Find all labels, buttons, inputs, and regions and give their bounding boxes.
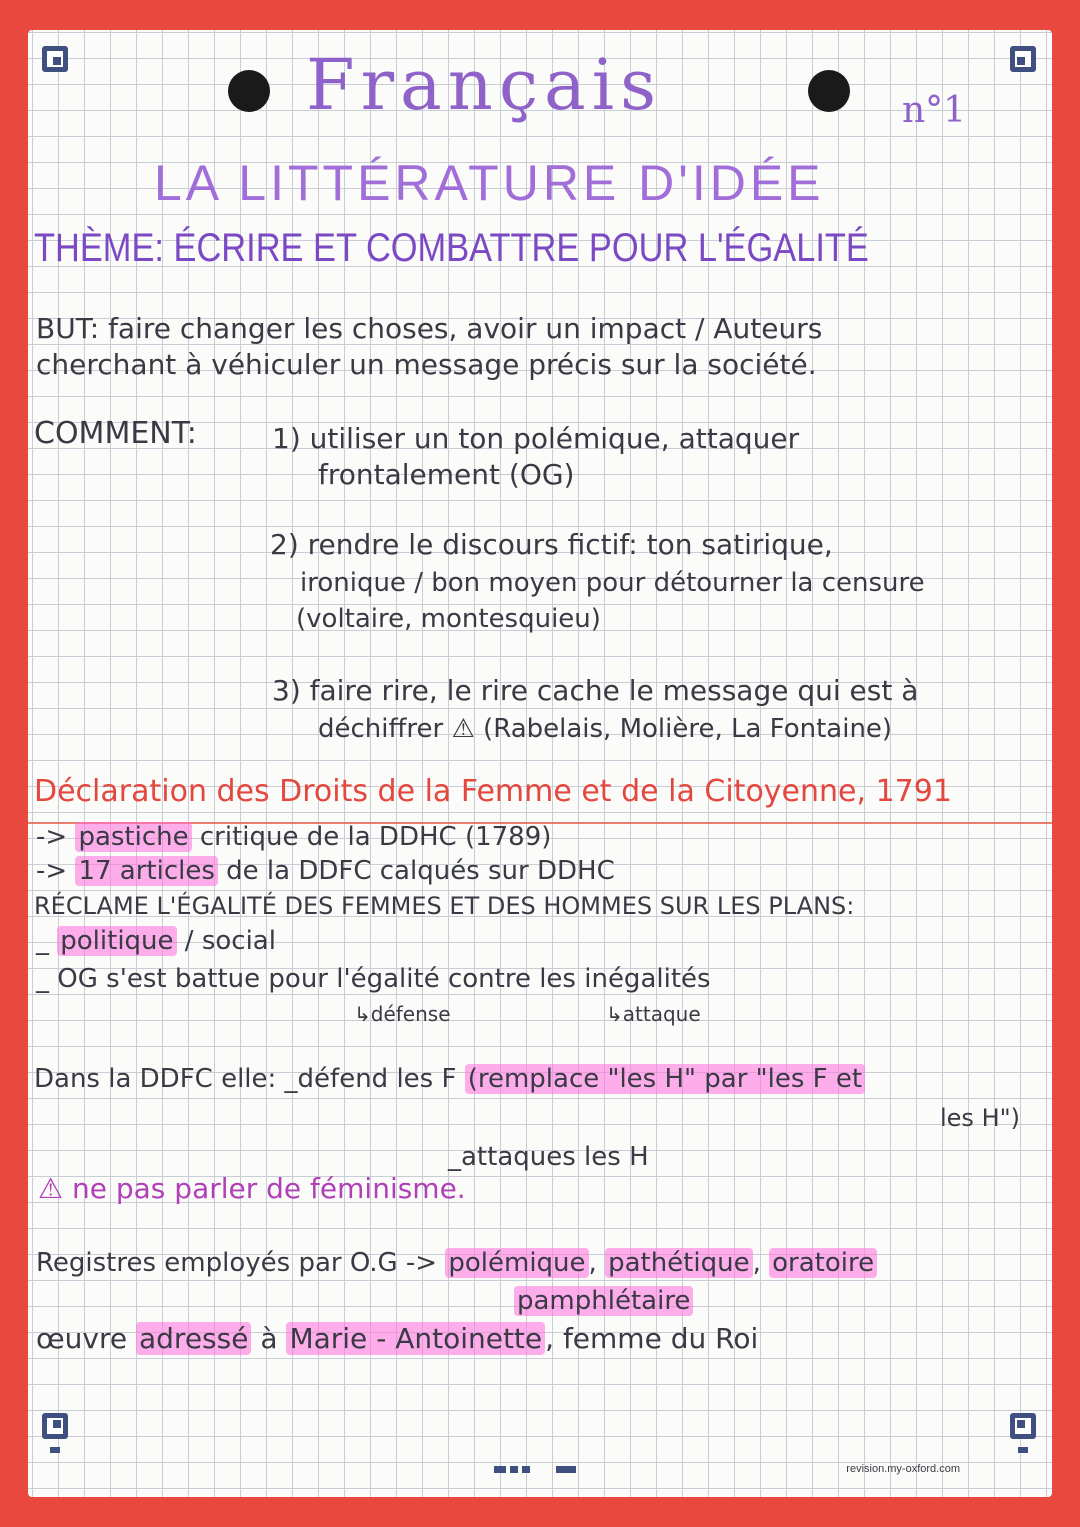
dans-ddfc-line: Dans la DDFC elle: _défend les F (remplace "les H" par "les F et [34,1064,865,1094]
comment-item-1-line-1: 1) utiliser un ton polémique, attaquer [272,422,800,455]
footer-bars-left [494,1458,534,1477]
ddfc-heading: Déclaration des Droits de la Femme et de la Citoyenne, 1791 [34,774,952,809]
corner-marker-top-left [42,46,68,72]
corner-tab-bottom-left [50,1447,60,1453]
articles-rest: de la DDFC calqués sur DDHC [226,856,615,886]
pastiche-highlight: pastiche [75,822,191,852]
articles-line [36,856,615,886]
dans-ddfc-end: les H") [940,1104,1021,1132]
but-line-2: cherchant à véhiculer un message précis sur la société. [36,348,817,381]
articles-highlight: 17 articles [75,856,217,886]
comment-label: COMMENT: [34,416,197,451]
warning-line: ⚠ ne pas parler de féminisme. [38,1172,466,1205]
comment-item-3-line-1: 3) faire rire, le rire cache le message qui est à [272,674,919,707]
comment-item-1-line-2: frontalement (OG) [318,458,575,491]
comment-item-3-line-2: déchiffrer ⚠ (Rabelais, Molière, La Fontaine) [318,714,893,744]
registre-polemique: polémique [445,1248,588,1278]
comment-item-2-line-3: (voltaire, montesquieu) [296,604,601,634]
arrow-icon: -> [36,822,68,852]
page-subject-title: Français [306,44,663,126]
registre-oratoire: oratoire [769,1248,877,1278]
pastiche-line [36,822,551,852]
attaque-note: ↳attaque [606,1002,701,1026]
corner-marker-top-right [1010,46,1036,72]
arrow-icon: -> [36,856,68,886]
politique-highlight: politique [57,926,176,956]
footer-bar-right [556,1458,580,1477]
adresse-highlight: adressé [136,1322,251,1355]
attaque-h-line: _attaques les H [448,1142,649,1172]
chapter-title: LA LITTÉRATURE D'IDÉE [154,155,825,211]
notebook-page [28,30,1052,1497]
note-number: n°1 [902,90,967,131]
punch-hole-left [228,70,270,112]
registre-pamphletaire: pamphlétaire [514,1286,693,1316]
marie-antoinette-highlight: Marie - Antoinette [286,1322,545,1355]
comment-item-2-line-2: ironique / bon moyen pour détourner la censure [300,568,925,598]
punch-hole-right [808,70,850,112]
footer-website: revision.my-oxford.com [846,1463,960,1475]
plans-line: _ politique / social [36,926,276,956]
pastiche-rest: critique de la DDHC (1789) [199,822,552,852]
reclame-line: RÉCLAME L'ÉGALITÉ DES FEMMES ET DES HOMMES SUR LES PLANS: [34,892,855,920]
registres-line: Registres employés par O.G -> polémique , pathétique , oratoire [36,1248,877,1278]
registres-line-2 [514,1286,693,1316]
oeuvre-line: œuvre adressé à Marie - Antoinette , femme du Roi [36,1322,759,1355]
but-line-1: BUT: faire changer les choses, avoir un impact / Auteurs [36,312,823,345]
theme-heading: THÈME: ÉCRIRE ET COMBATTRE POUR L'ÉGALITÉ [34,226,869,270]
corner-marker-bottom-left [42,1413,68,1439]
corner-tab-bottom-right [1018,1447,1028,1453]
comment-item-2-line-1: 2) rendre le discours fictif: ton satirique, [270,528,833,561]
remplace-highlight: (remplace "les H" par "les F et [465,1064,865,1094]
defense-note: ↳défense [354,1002,451,1026]
registre-pathetique: pathétique [605,1248,753,1278]
corner-marker-bottom-right [1010,1413,1036,1439]
plans-rest: / social [184,926,276,956]
battue-line: _ OG s'est battue pour l'égalité contre les inégalités [36,964,711,994]
